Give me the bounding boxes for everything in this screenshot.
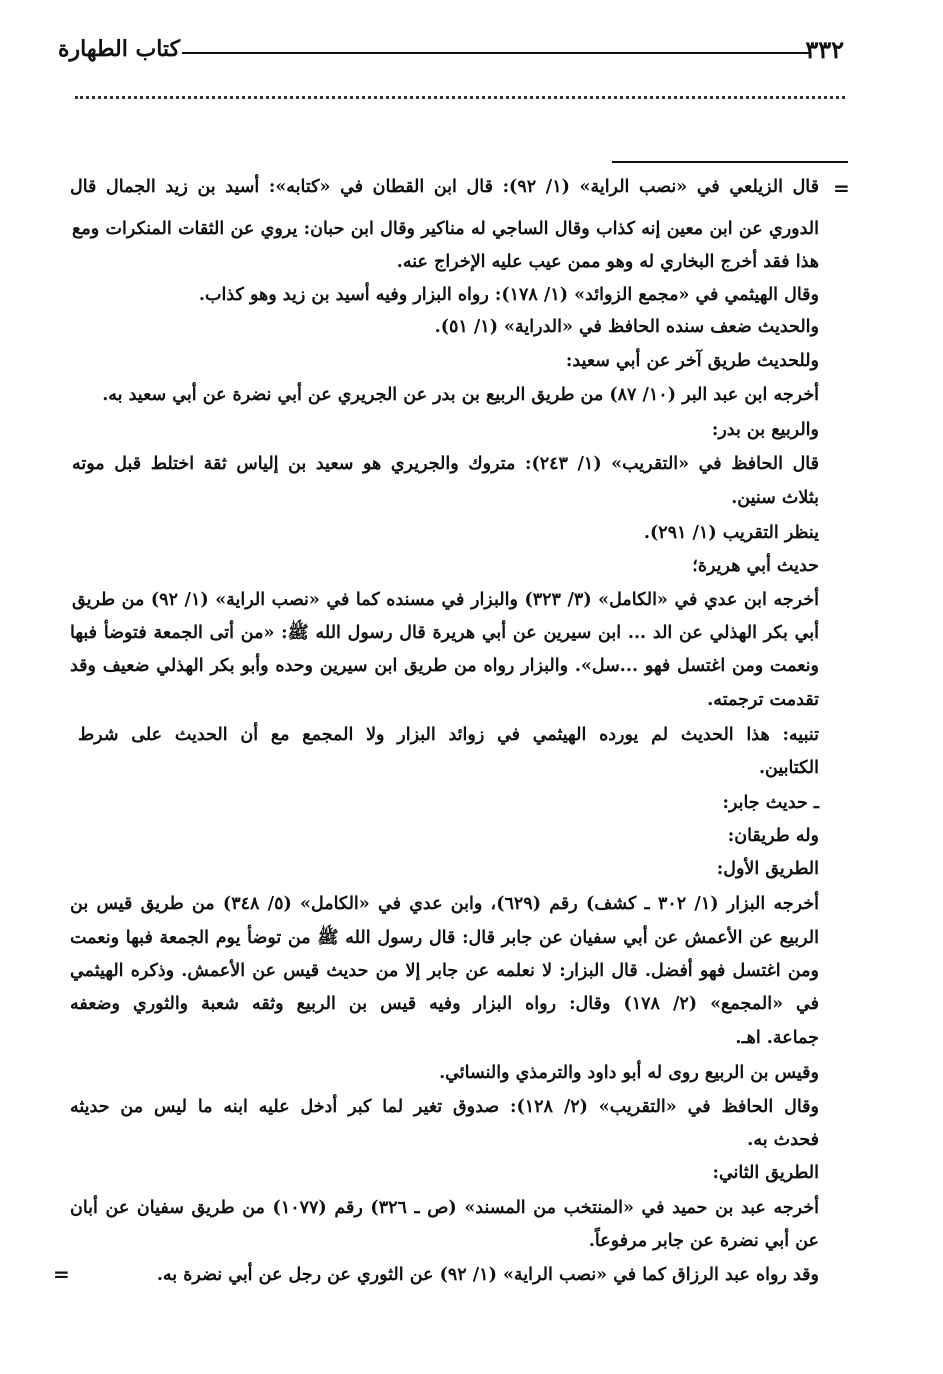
footnote-rule	[612, 161, 848, 163]
header-rule	[182, 52, 810, 54]
text-line: وله طريقان:	[727, 826, 819, 846]
text-line: وقال الهيثمي في «مجمع الزوائد» (١/ ١٧٨): رواه البزار وفيه أسيد بن زيد وهو كذاب.	[198, 285, 819, 305]
text-line: أخرجه ابن عدي في «الكامل» (٣/ ٣٢٣) والبزار في مسنده كما في «نصب الراية» (١/ ٩٢) من طريق	[72, 590, 820, 610]
text-line: أخرجه البزار (١/ ٣٠٢ ـ كشف) رقم (٦٢٩)، وابن عدي في «الكامل» (٥/ ٣٤٨) من طريق قيس بن	[70, 894, 819, 914]
text-line: في «المجمع» (٢/ ١٧٨) وقال: رواه البزار وفيه قيس بن الربيع وثقه شعبة والثوري وضعفه	[70, 994, 819, 1014]
text-line: عن أبي نضرة عن جابر مرفوعاً.	[588, 1231, 819, 1251]
text-line: تقدمت ترجمته.	[707, 690, 819, 710]
text-line: وقال الحافظ في «التقريب» (٢/ ١٢٨): صدوق تغير لما كبر أدخل عليه ابنه ما ليس من حديثه	[70, 1097, 819, 1117]
text-line: الطريق الأول:	[716, 859, 819, 879]
text-line: الطريق الثاني:	[712, 1163, 819, 1183]
text-line: وللحديث طريق آخر عن أبي سعيد:	[565, 351, 819, 371]
text-line: أخرجه ابن عبد البر (١٠/ ٨٧) من طريق الربيع بن بدر عن الجريري عن أبي نضرة عن أبي سعيد به.	[102, 385, 819, 405]
text-line: حديث أبي هريرة؛	[692, 556, 819, 576]
text-line: ـ حديث جابر:	[722, 793, 819, 813]
text-line: هذا فقد أخرج البخاري له وهو ممن عيب عليه الإخراج عنه.	[396, 252, 819, 272]
page-number: ٣٣٢	[805, 35, 844, 64]
running-title: كتاب الطهارة	[58, 36, 181, 62]
text-line: فحدث به.	[747, 1130, 819, 1150]
text-line: الكتابين.	[758, 758, 819, 778]
text-line: وقيس بن الربيع روى له أبو داود والترمذي والنسائي.	[439, 1063, 819, 1083]
text-line: والربيع بن بدر:	[711, 420, 819, 440]
text-line: قال الزيلعي في «نصب الراية» (١/ ٩٢): قال ابن القطان في «كتابه»: أسيد بن زيد الجمال قال	[70, 177, 819, 197]
text-line: قال الحافظ في «التقريب» (١/ ٢٤٣): متروك والجريري هو سعيد بن إلياس ثقة اختلط قبل موته	[72, 454, 819, 474]
text-line: ونعمت ومن اغتسل فهو ...سل». والبزار رواه من طريق ابن سيرين وحده وأبو بكر الهذلي ضعيف وقد	[70, 656, 819, 676]
dotted-separator	[75, 96, 845, 99]
text-line: الربيع عن الأعمش عن أبي سفيان عن جابر قال: قال رسول الله ﷺ من توضأ يوم الجمعة فبها ونعمت	[70, 928, 819, 948]
continuation-mark-top: =	[833, 176, 850, 200]
text-line: وقد رواه عبد الرزاق كما في «نصب الراية» (١/ ٩٢) عن الثوري عن رجل عن أبي نضرة به.	[156, 1265, 819, 1285]
text-line: بثلاث سنين.	[731, 488, 819, 508]
text-line: والحديث ضعف سنده الحافظ في «الدراية» (١/ ٥١).	[434, 317, 819, 337]
text-line: تنبيه: هذا الحديث لم يورده الهيثمي في زوائد البزار ولا المجمع مع أن الحديث على شرط	[78, 725, 819, 745]
text-line: أبي بكر الهذلي عن الد ... ابن سيرين عن أبي هريرة قال رسول الله ﷺ: «من أتى الجمعة فتوضأ فبها	[70, 623, 819, 643]
text-line: أخرجه عبد بن حميد في «المنتخب من المسند» (ص ـ ٣٢٦) رقم (١٠٧٧) من طريق سفيان عن أبان	[70, 1198, 820, 1218]
text-line: ينظر التقريب (١/ ٢٩١).	[643, 523, 819, 543]
text-line: الدوري عن ابن معين إنه كذاب وقال الساجي له مناكير وقال ابن حبان: يروي عن الثقات المنكرات ومع	[72, 219, 819, 239]
text-line: ومن اغتسل فهو أفضل. قال البزار: لا نعلمه عن جابر إلا من حديث قيس عن الأعمش. وذكره الهيثمي	[70, 961, 819, 981]
continuation-mark-bottom: =	[53, 1262, 70, 1286]
text-line: جماعة. اهـ.	[735, 1028, 819, 1048]
